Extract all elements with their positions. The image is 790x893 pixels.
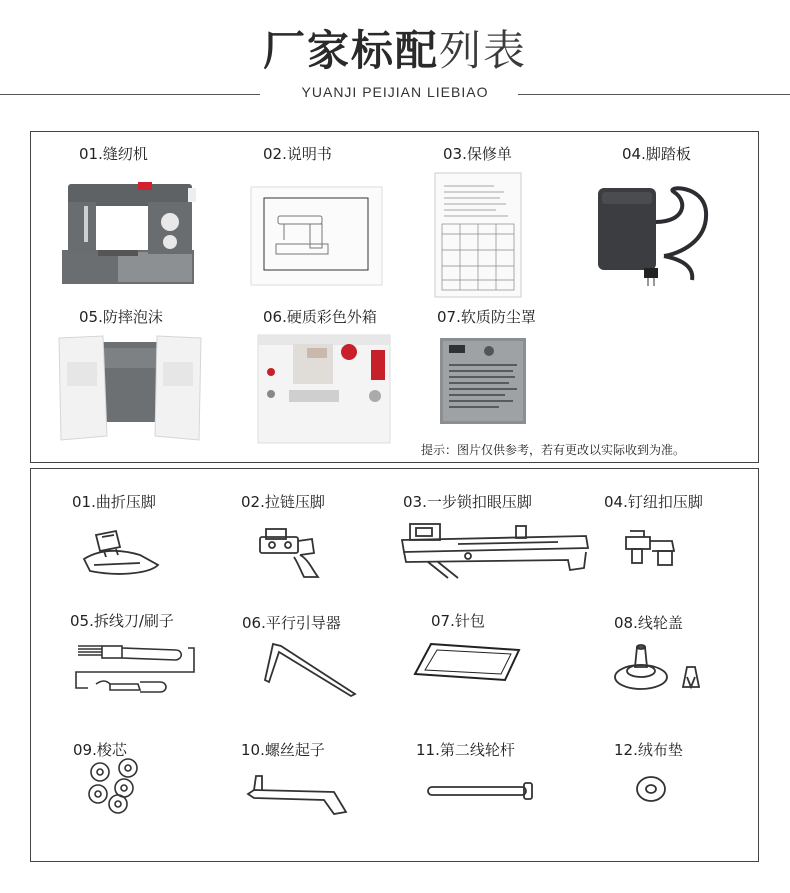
item-label-spool-pin: 11.第二线轮杆	[416, 741, 515, 759]
item-label-bobbins: 09.梭芯	[73, 741, 127, 759]
seam-ripper-brush-icon	[72, 640, 200, 700]
buttonhole-foot-icon	[398, 522, 590, 582]
item-label-needle-pack: 07.针包	[431, 612, 485, 630]
item-label-zigzag-foot: 01.曲折压脚	[72, 493, 156, 511]
item-label-foam: 05.防摔泡沫	[79, 308, 163, 326]
zipper-foot-icon	[252, 523, 326, 583]
item-label-buttonhole-foot: 03.一步锁扣眼压脚	[403, 493, 532, 511]
item-label-button-foot: 04.钉纽扣压脚	[604, 493, 703, 511]
page-title-light: 列表	[439, 26, 528, 75]
spool-cap-icon	[611, 637, 715, 695]
foot-pedal-icon	[594, 182, 716, 288]
dust-cover-icon	[439, 337, 527, 425]
item-label-zipper-foot: 02.拉链压脚	[241, 493, 325, 511]
item-label-felt-pad: 12.绒布垫	[614, 741, 683, 759]
item-label-warranty: 03.保修单	[443, 145, 512, 163]
page-title	[0, 18, 790, 78]
item-label-manual: 02.说明书	[263, 145, 332, 163]
item-label-color-box: 06.硬质彩色外箱	[263, 308, 377, 326]
felt-pad-icon	[634, 774, 668, 804]
page-title-bold: 厂家标配	[262, 26, 439, 75]
button-sewing-foot-icon	[622, 527, 684, 571]
item-label-edge-guide: 06.平行引导器	[242, 614, 341, 632]
bobbins-icon	[84, 758, 144, 816]
edge-guide-icon	[255, 640, 359, 698]
item-label-foot-pedal: 04.脚踏板	[622, 145, 691, 163]
needle-pack-icon	[413, 640, 521, 682]
screwdriver-icon	[244, 768, 350, 820]
page-subtitle: YUANJI PEIJIAN LIEBIAO	[301, 84, 489, 100]
color-box-icon	[257, 334, 391, 444]
item-label-screwdriver: 10.螺丝起子	[241, 741, 325, 759]
item-label-spool-cap: 08.线轮盖	[614, 614, 683, 632]
item-label-seam-ripper: 05.拆线刀/刷子	[70, 612, 174, 630]
manual-icon	[250, 186, 383, 286]
spool-pin-icon	[424, 781, 536, 801]
item-label-dust-cover: 07.软质防尘罩	[437, 308, 536, 326]
zigzag-foot-icon	[80, 525, 162, 581]
sewing-machine-icon	[58, 178, 198, 288]
foam-protector-icon	[55, 332, 205, 444]
item-label-sewing-machine: 01.缝纫机	[79, 145, 148, 163]
warranty-card-icon	[434, 172, 522, 298]
notice-text: 提示：图片仅供参考，若有更改以实际收到为准。	[421, 443, 686, 457]
